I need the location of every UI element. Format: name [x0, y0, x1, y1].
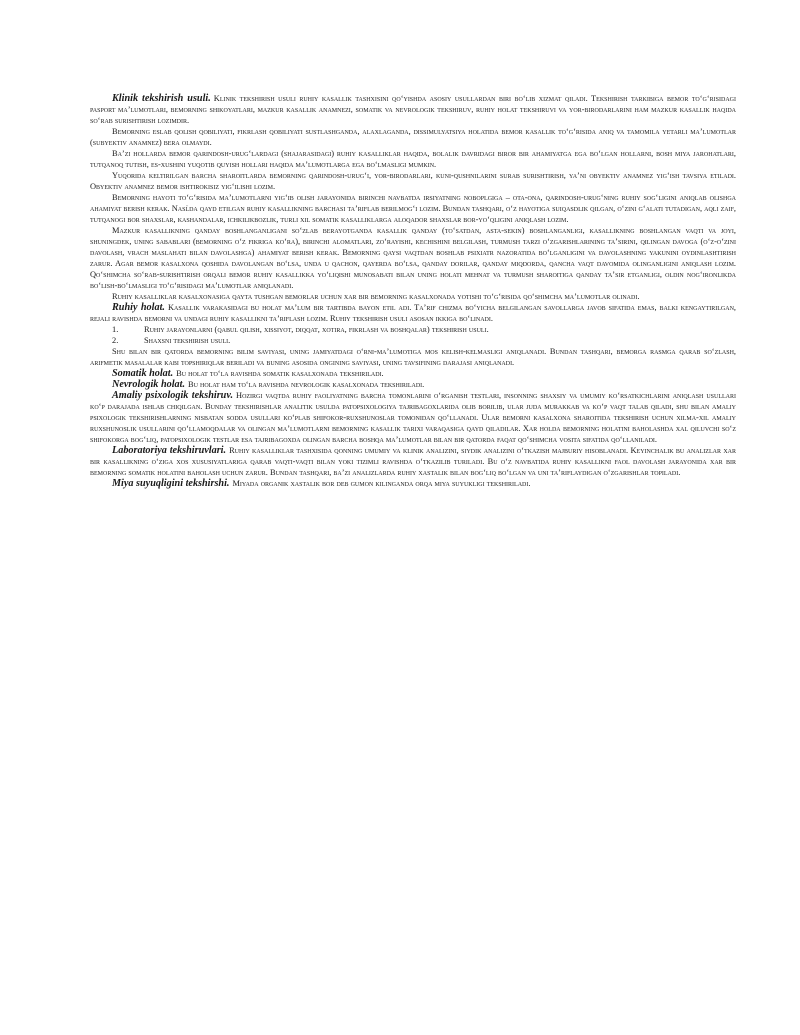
section-heading: Laboratoriya tekshiruvlari.	[112, 445, 227, 457]
section-heading: Miya suyuqligini tekshirshi.	[112, 478, 230, 490]
paragraph	[90, 303, 736, 325]
list-number: 1.	[112, 325, 119, 335]
paragraph-text: Miyada organik xastalik bor deb gumon kilinganda orqa miya suyukligi tekshiriladi.	[232, 479, 531, 489]
paragraph-text: Mazkur kasallikning qanday boshlanganligani so‘zlab berayotganda kasallik qanday (to‘satdan, asta-sekin) boshlanganligi, kasallikning boshlangan vaqti va joyi, shuningdek, uning sabablari (bemorning o‘z fikriga ko‘ra), birinchi alomatlari, zo‘rayishi, kechishini belgilash, turmush tarzi o‘zgarishlarining ta’sirini, qilingan davoga (o‘z-o‘zini davolash, vrach maslahati bilan davolashga) ahamiyat berish kerak. Bemorning qaysi vaqtdan boshlab psixiatr nazoratida bo‘lganligini va davolashning yakunini oydinlashtirish zarur. Agar bemor kasalxona qoshida davolangan bo‘lsa, unda u qachon, qayerda bo‘lsa, qanday dorilar, qanday miqdorda, qancha vaqt davomida olinganligini aniqlash lozim. Qo‘shimcha so‘rab-surishtirish orqali bemor ruhiy kasallikka yo‘liqishi munosabati bilan uning holati mehnat va turmush sharoitiga qanday ta’sir etganligi, oldin nog‘ironlikda bo‘lish-bo‘lmasligi to‘g‘risidagi ma’lumotlar aniqlanadi.	[90, 226, 736, 290]
numbered-list	[90, 325, 736, 347]
paragraphs-block	[90, 94, 736, 325]
paragraph-text: Yuqorida keltirilgan barcha sharoitlarda bemorning qarindosh-urug‘i, yor-birodarlari, kuni-qushnilarini surab surishtirish, ya’ni obyektiv anamnez yig‘ish tavsiya etiladi. Obyektiv anamnez bemor ishtirokisiz yig‘ilishi lozim.	[90, 171, 736, 192]
paragraph-text: Bu holat to‘la ravishda somatik kasalxonada tekshiriladi.	[176, 369, 384, 379]
paragraph	[90, 391, 736, 446]
paragraph	[90, 292, 736, 303]
list-text: Ruhiy jarayonlarni (qabul qilish, xissiyot, diqqat, xotira, fikrlash va boshqalar) tekshirish usuli.	[144, 325, 489, 335]
paragraph	[90, 446, 736, 479]
paragraph	[90, 94, 736, 127]
paragraph-text: Klinik tekshirish usuli ruhiy kasallik tashxisini qo‘yishda asosiy usullardan biri bo‘lib xizmat qiladi. Tekshirish tarkibiga bemor to‘g‘risidagi pasport ma’lumotlari, bemorning shikoyatlari, mazkur kasallik anamnezi, somatik va nevrologik tekshiruv, ruhiy holat tekshiruvi va yor-birodarlarini ham mazkur kasallik haqida so‘rab surishtirish lozimdir.	[90, 94, 736, 125]
section-heading: Nevrologik holat.	[112, 379, 186, 391]
paragraph-text: Bu holat ham to‘la ravishda nevrologik kasalxonada tekshiriladi.	[188, 380, 425, 390]
paragraphs-after-block	[90, 347, 736, 490]
paragraph-text: Hozirgi vaqtda ruhiy faoliyatning barcha tomonlarini o‘rganish testlari, insonning shaxsiy va umumiy ko‘rsatkichlarini aniqlash usullari ko‘p darajada ishlab chiqilgan. Bunday tekshirishlar analitik usulda patopsixologiya tajribagoxlarida olib borilib, ular juda murakkab va ko‘p vaqt talab qiladi, shu bilan amaliy psixologik tekshirishlarning nisbatan sodda usullari ko‘plab shifokor-ruxshunoslar tomonidan qo‘llanadi. Ular bemorni kasalxona sharoitida tekshirish uchun xilma-xil amaliy ruxshunoslik usullarini qo‘llamoqdalar va olingan ma’lumotlarni bemorning kasallik tarixi varaqasiga qayd qiladilar. Xar holda bemorning holatini baholashda xal qiluvchi so‘z shifokorga bog‘liq, patopsixologik testlar esa tajribagoxda olingan barcha boshqa ma’lumotlar bilan bir qatorda faqat qo‘shimcha vosita sifatida qo‘llaniladi.	[90, 391, 736, 445]
section-heading: Amaliy psixologik tekshiruv.	[112, 390, 234, 402]
paragraph-text: Shu bilan bir qatorda bemorning bilim saviyasi, uning jamiyatdagi o‘rni-ma’lumotiga mos kelish-kelmasligi aniqlanadi. Bundan tashqari, bemorga rasmga qarab so‘zlash, arifmetik masalalar kabi topshiriqlar beriladi va buning asosida ongining saviyasi, uning tavsifining darajasi aniqlanadi.	[90, 346, 736, 367]
document-page	[90, 94, 736, 490]
paragraph	[90, 171, 736, 193]
paragraph	[90, 226, 736, 291]
list-item	[90, 336, 736, 347]
list-text: Shaxsni tekshirish usuli.	[144, 336, 231, 346]
section-heading: Somatik holat.	[112, 368, 174, 380]
section-heading: Ruhiy holat.	[112, 302, 165, 314]
paragraph	[90, 369, 736, 380]
paragraph	[90, 149, 736, 171]
list-number: 2.	[112, 336, 119, 346]
paragraph	[90, 479, 736, 490]
paragraph-text: Ruhiy kasalliklar kasalxonasiga qayta tushgan bemorlar uchun xar bir bemorning kasalxonada yotishi to‘g‘risida qo‘shimcha ma’lumotlar olinadi.	[112, 292, 640, 302]
list-item	[90, 325, 736, 336]
paragraph	[90, 127, 736, 149]
paragraph-text: Bemorning hayoti to‘g‘risida ma’lumotlarni yig‘ib olish jarayonida birinchi navbatda irsiyatning noboplgiga – ota-ona, qarindosh-urug‘ning ruhiy sog‘ligini aniqlab olishga ahamiyat berish kerak. Nasl̈da qayd etilgan ruhiy kasallikning barchasi ta’riflab berilmog‘i lozim. Bundan tashqari, o‘z hayotiga suiqasdlik qilgan, o‘zini g‘alati tutadigan, aqli zaif, tutqanogi bor shaxslar, kashandalar, ichkilikbozlik, turli xil somatik kasalliklarga aloqador shaxslar bor-yo‘qligini aniqlash lozim.	[90, 193, 736, 225]
paragraph-text: Bemorning eslab qolish qobiliyati, fikrlash qobiliyati sustlashganda, alaxlaganda, dissimulyatsiya holatida bemor kasallik to‘g‘risida aniq va tamomila yetarli ma’lumotlar (subyektiv anamnez) bera olmaydi.	[90, 127, 736, 147]
paragraph-text: Ba’zi hollarda bemor qarindosh-urug‘lardagi (shajarasidagi) ruhiy kasalliklar haqida, bolalik davridagi biror bir ahamiyatga ega bo‘lgan hollarni, bosh miya jarohatlari, tutqanoq tutish, es-xushini yuqotib quyish hollari haqida ma’lumotlarga ega bo‘lmasligi mumkin.	[90, 149, 736, 170]
paragraph-text: Kasallik varakasidagi bu holat ma’lum bir tartibda bayon etil adi. Ta’rif chizma bo‘yicha belgilangan savollarga javob sifatida emas, balki kengaytirilgan, rejali ravishda bemorni va undagi ruhiy kasallikni ta’riflash lozim. Ruhiy tekshirish usuli asosan ikkiga bo‘linadi.	[90, 303, 736, 324]
paragraph-text: Ruhiy kasalliklar tashxisida qonning umumiy va klinik analizini, siydik analizini o‘tkazish majburiy hisoblanadi. Keyinchalik bu analizlar xar bir kasallikning o‘ziga xos xususiyatlariga qarab vaqti-vaqti bilan yoki tizimli ravishda o‘tkazilib turiladi. Bu o‘z navbatida ruhiy kasallikni faol davolash jarayonida xar bir bemorning somatik holatini baholash uchun zarur. Bundan tashqari, ba’zi analizlarda ruhiy xastalik bilan bog‘liq bo‘lgan va uni ta’riflaydigan o‘zgarishlar topiladi.	[90, 446, 736, 478]
section-heading: Klinik tekshirish usuli.	[112, 93, 211, 104]
paragraph	[90, 347, 736, 369]
paragraph	[90, 193, 736, 226]
